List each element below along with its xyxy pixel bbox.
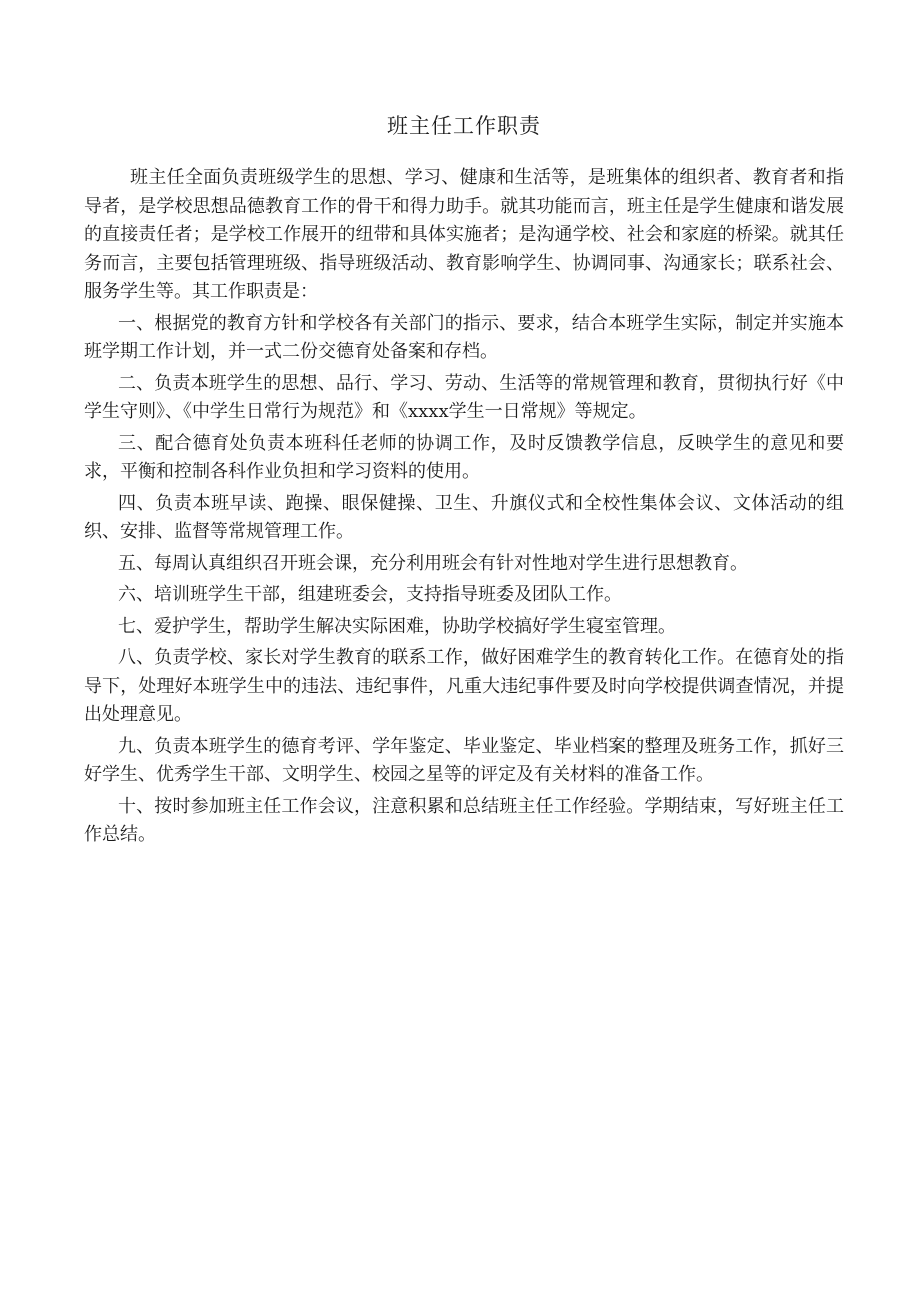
duty-item-7: 七、爱护学生，帮助学生解决实际困难，协助学校搞好学生寝室管理。 bbox=[118, 615, 676, 637]
duty-item-10: 十、按时参加班主任工作会议，注意积累和总结班主任工作经验。学期结束，写好班主任工作总结。 bbox=[84, 795, 844, 845]
duty-item-5: 五、每周认真组织召开班会课，充分利用班会有针对性地对学生进行思想教育。 bbox=[118, 552, 748, 574]
document-page bbox=[84, 110, 844, 850]
duty-item-4: 四、负责本班早读、跑操、眼保健操、卫生、升旗仪式和全校性集体会议、文体活动的组织、安排、监督等常规管理工作。 bbox=[84, 492, 844, 542]
duty-item-8: 八、负责学校、家长对学生教育的联系工作，做好困难学生的教育转化工作。在德育处的指导下，处理好本班学生中的违法、违纪事件，凡重大违纪事件要及时向学校提供调查情况，并提出处理意见。 bbox=[84, 647, 844, 725]
duty-item-3: 三、配合德育处负责本班科任老师的协调工作，及时反馈教学信息，反映学生的意见和要求，平衡和控制各科作业负担和学习资料的使用。 bbox=[84, 432, 844, 482]
document-title: 班主任工作职责 bbox=[387, 114, 541, 138]
intro-paragraph: 班主任全面负责班级学生的思想、学习、健康和生活等，是班集体的组织者、教育者和指导者，是学校思想品德教育工作的骨干和得力助手。就其功能而言，班主任是学生健康和谐发展的直接责任者；是学校工作展开的纽带和具体实施者；是沟通学校、社会和家庭的桥梁。就其任务而言，主要包括管理班级、指导班级活动、教育影响学生、协调同事、沟通家长；联系社会、服务学生等。其工作职责是： bbox=[84, 167, 844, 302]
duty-item-9: 九、负责本班学生的德育考评、学年鉴定、毕业鉴定、毕业档案的整理及班务工作，抓好三好学生、优秀学生干部、文明学生、校园之星等的评定及有关材料的准备工作。 bbox=[84, 735, 844, 785]
duty-item-6: 六、培训班学生干部，组建班委会，支持指导班委及团队工作。 bbox=[118, 584, 622, 605]
duty-item-1: 一、根据党的教育方针和学校各有关部门的指示、要求，结合本班学生实际，制定并实施本班学期工作计划，并一式二份交德育处备案和存档。 bbox=[84, 312, 844, 362]
duty-item-2: 二、负责本班学生的思想、品行、学习、劳动、生活等的常规管理和教育，贯彻执行好《中学生守则》、《中学生日常行为规范》和《xxxx学生一日常规》等规定。 bbox=[84, 372, 844, 422]
